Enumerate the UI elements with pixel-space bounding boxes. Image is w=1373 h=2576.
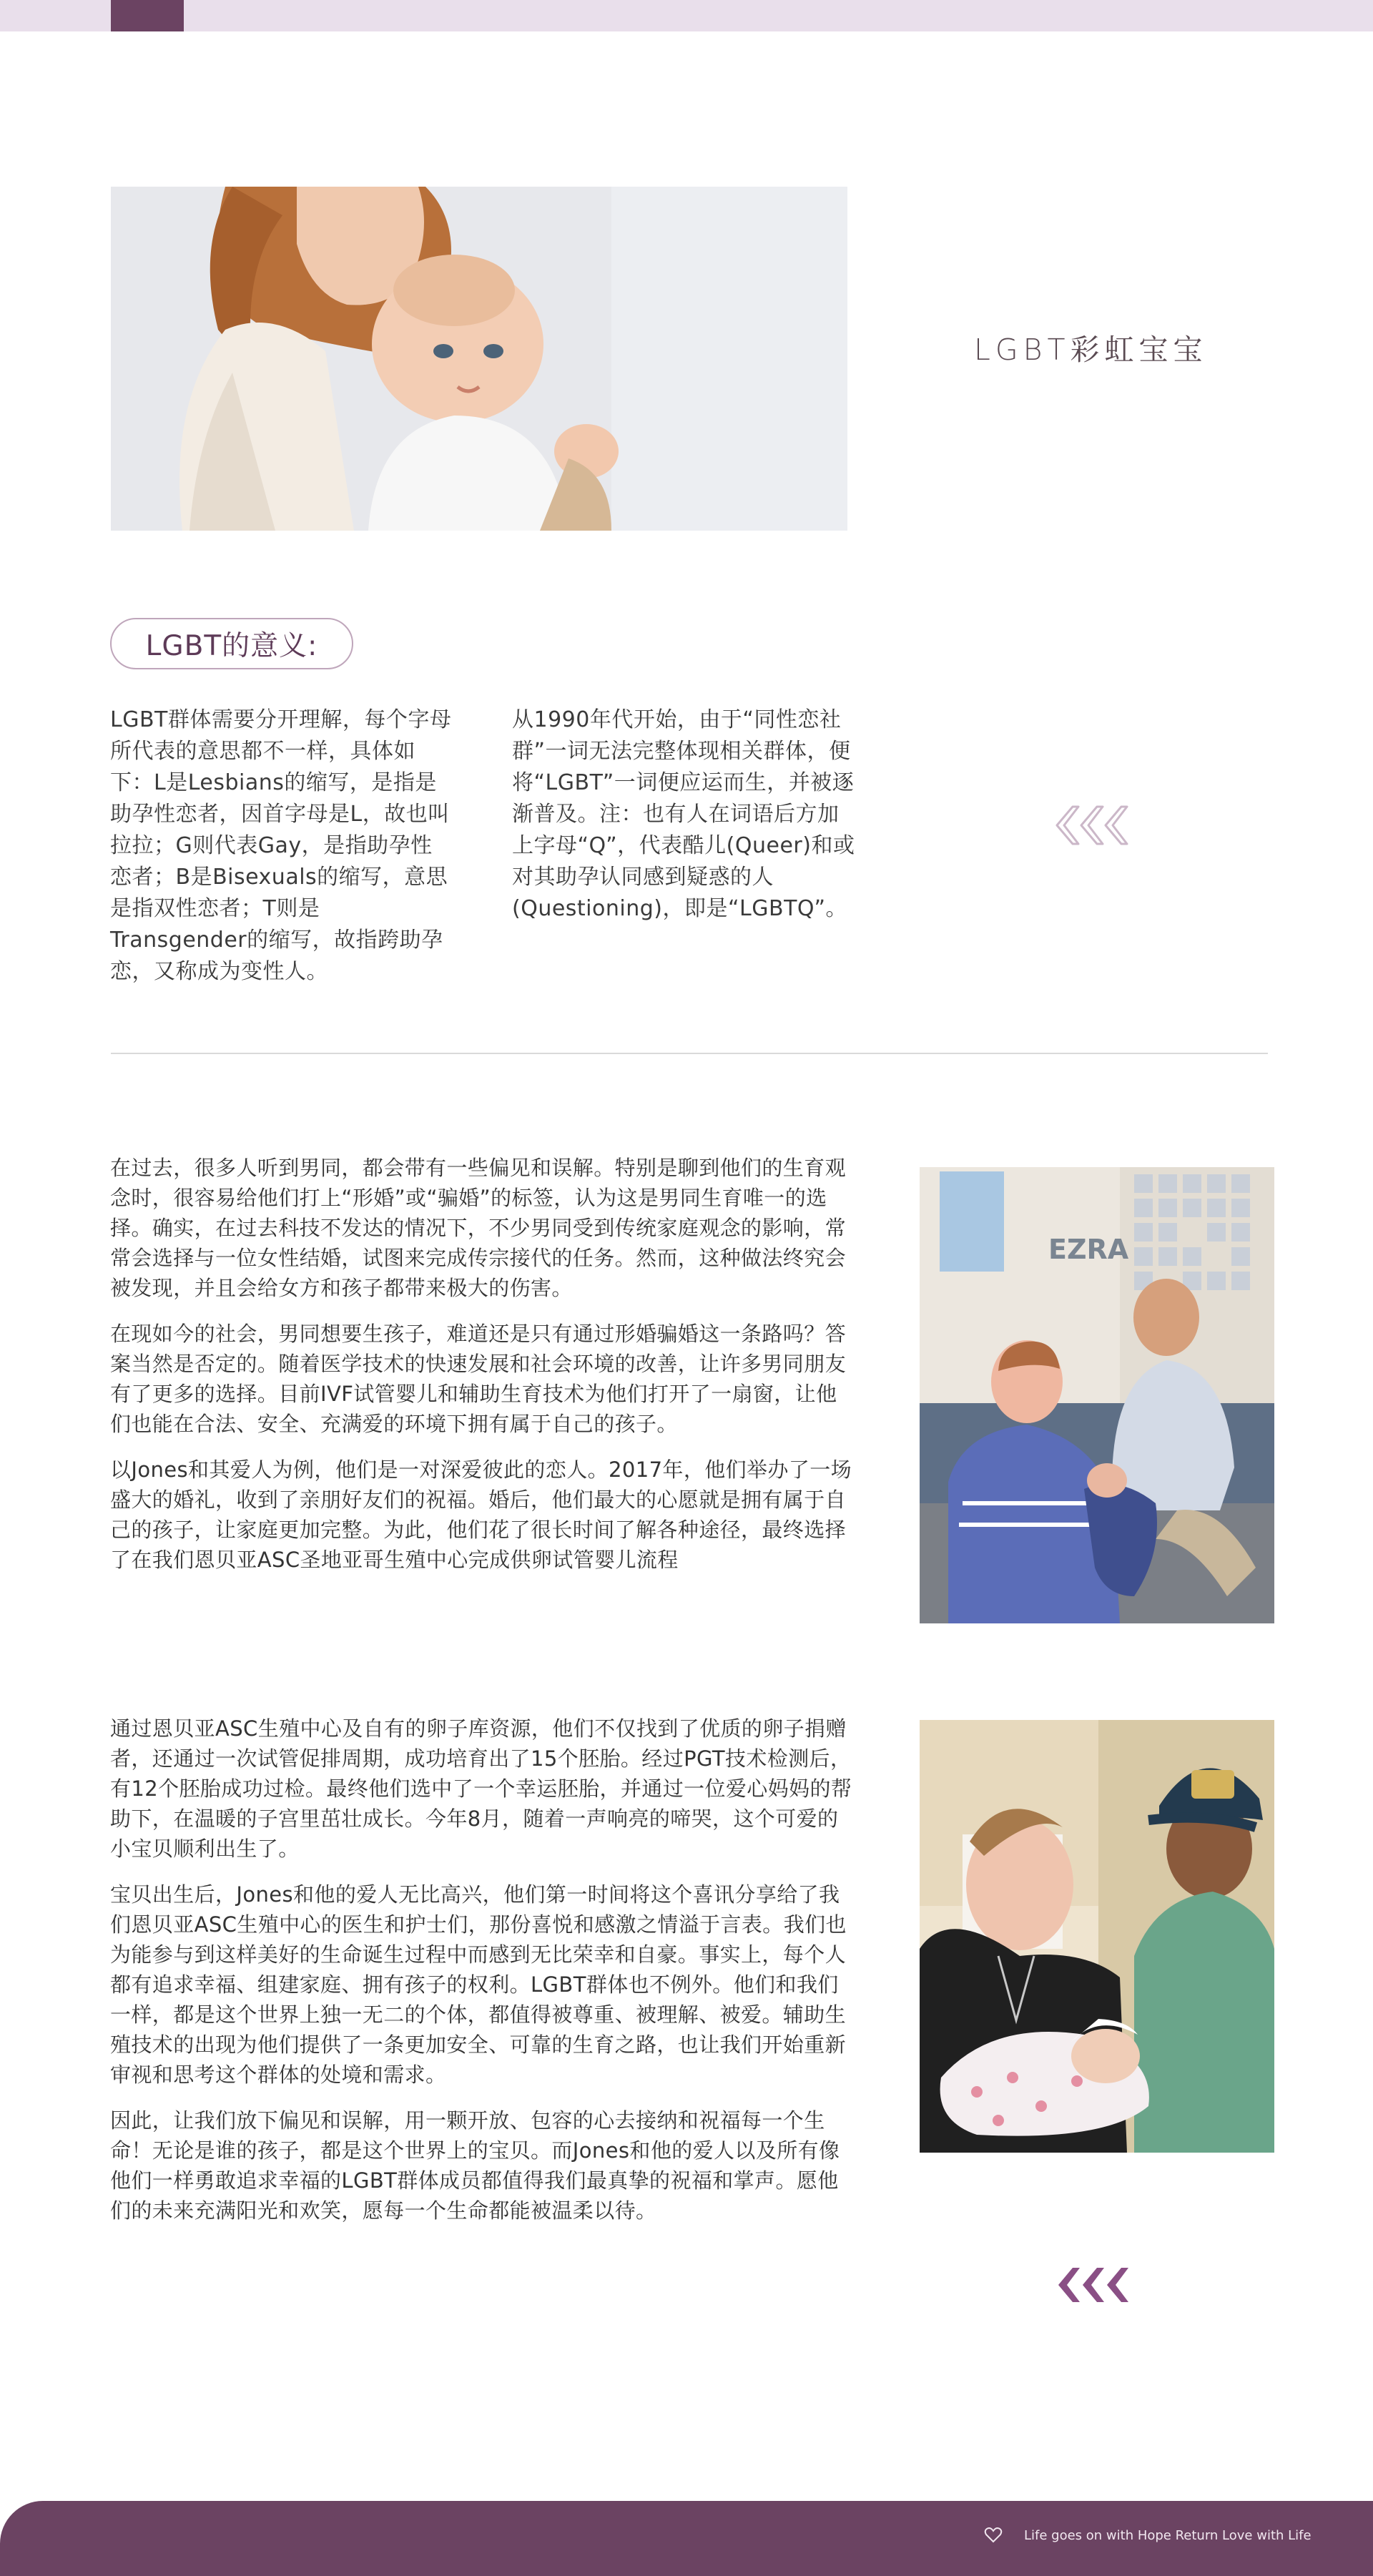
meaning-left-column	[110, 704, 453, 988]
footer-slogan: Life goes on with Hope Return Love with Life	[1024, 2528, 1312, 2543]
story2-text	[110, 1714, 854, 2241]
fathers-holding-newborn-photo	[920, 1720, 1274, 2153]
story2-paragraph-2: 宝贝出生后，Jones和他的爱人无比高兴，他们第一时间将这个喜讯分享给了我们恩贝亚ASC生殖中心的医生和护士们，那份喜悦和感激之情溢于言表。我们也为能参与到这样美好的生命诞生过程中而感到无比荣幸和自豪。事实上，每个人都有追求幸福、组建家庭、拥有孩子的权利。LGBT群体也不例外。他们和我们一样，都是这个世界上独一无二的个体，都值得被尊重、被理解、被爱。辅助生殖技术的出现为他们提供了一条更加安全、可靠的生育之路，也让我们开始重新审视和思考这个群体的处境和需求。	[110, 1882, 847, 2087]
meaning-left-paragraph: LGBT群体需要分开理解，每个字母所代表的意思都不一样，具体如下：L是Lesbians的缩写，是指是助孕性恋者，因首字母是L，故也叫拉拉；G则代表Gay，是指助孕性恋者；B是Bisexuals的缩写，意思是指双性恋者；T则是Transgender的缩写，故指跨助孕恋，又称成为变性人。	[110, 707, 452, 984]
meaning-right-column	[512, 704, 855, 925]
story1-paragraph-1: 在过去，很多人听到男同，都会带有一些偏见和误解。特别是聊到他们的生育观念时，很容易给他们打上“形婚”或“骗婚”的标签，认为这是男同生育唯一的选择。确实，在过去科技不发达的情况下，不少男同受到传统家庭观念的影响，常常会选择与一位女性结婚，试图来完成传宗接代的任务。然而，这种做法终究会被发现，并且会给女方和孩子都带来极大的伤害。	[110, 1156, 847, 1300]
story2-paragraph-1: 通过恩贝亚ASC生殖中心及自有的卵子库资源，他们不仅找到了优质的卵子捐赠者，还通过一次试管促排周期，成功培育出了15个胚胎。经过PGT技术检测后，有12个胚胎成功过检。最终他们选中了一个幸运胚胎，并通过一位爱心妈妈的帮助下，在温暖的子宫里茁壮成长。今年8月，随着一声响亮的啼哭，这个可爱的小宝贝顺利出生了。	[110, 1716, 852, 1861]
chevrons-left-outline-icon	[1053, 804, 1138, 850]
couple-with-newborn-photo	[920, 1167, 1274, 1623]
meaning-right-paragraph: 从1990年代开始，由于“同性恋社群”一词无法完整体现相关群体，便将“LGBT”一词便应运而生，并被逐渐普及。注：也有人在词语后方加上字母“Q”，代表酷儿(Queer)和或对其助孕认同感到疑惑的人(Questioning)，即是“LGBTQ”。	[512, 707, 855, 921]
mother-baby-photo	[111, 187, 847, 531]
story1-paragraph-3: 以Jones和其爱人为例，他们是一对深爱彼此的恋人。2017年，他们举办了一场盛大的婚礼，收到了亲朋好友们的祝福。婚后，他们最大的心愿就是拥有属于自己的孩子，让家庭更加完整。为此，他们花了很长时间了解各种途径，最终选择了在我们恩贝亚ASC圣地亚哥生殖中心完成供卵试管婴儿流程	[110, 1457, 852, 1572]
heart-icon	[984, 2527, 1003, 2547]
chevrons-left-filled-icon	[1053, 2263, 1138, 2309]
section-divider	[111, 1053, 1268, 1054]
section-heading-pill	[110, 618, 353, 669]
top-banner-tab	[111, 0, 184, 31]
top-banner	[0, 0, 1373, 31]
page-title: LGBT彩虹宝宝	[974, 333, 1208, 367]
story1-paragraph-2: 在现如今的社会，男同想要生孩子，难道还是只有通过形婚骗婚这一条路吗？答案当然是否定的。随着医学技术的快速发展和社会环境的改善，让许多男同朋友有了更多的选择。目前IVF试管婴儿和辅助生育技术为他们打开了一扇窗，让他们也能在合法、安全、充满爱的环境下拥有属于自己的孩子。	[110, 1322, 847, 1436]
story1-text	[110, 1153, 854, 1591]
wall-sign: EZRA	[1048, 1234, 1129, 1265]
section-heading-label: LGBT的意义:	[145, 630, 318, 662]
story2-paragraph-3: 因此，让我们放下偏见和误解，用一颗开放、包容的心去接纳和祝福每一个生命！无论是谁的孩子，都是这个世界上的宝贝。而Jones和他的爱人以及所有像他们一样勇敢追求幸福的LGBT群体成员都值得我们最真挚的祝福和掌声。愿他们的未来充满阳光和欢笑，愿每一个生命都能被温柔以待。	[110, 2108, 840, 2223]
